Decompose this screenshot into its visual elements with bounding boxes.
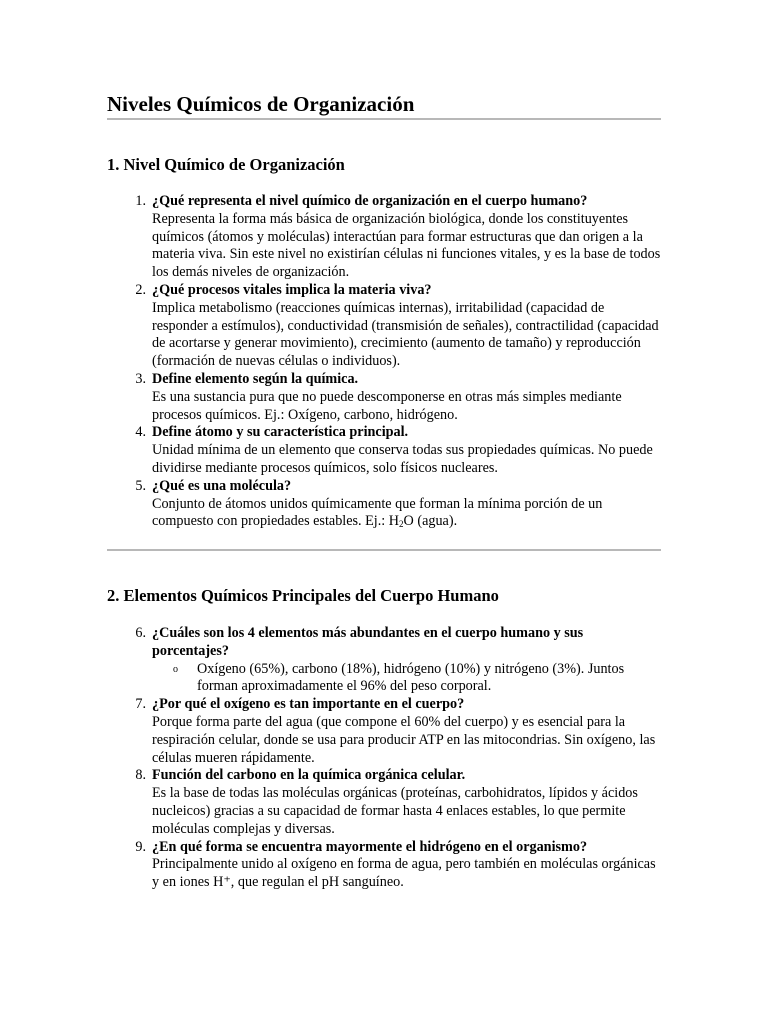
question-text: ¿Por qué el oxígeno es tan importante en el cuerpo? bbox=[152, 696, 465, 713]
answer-text: Representa la forma más básica de organización biológica, donde los constituyentes químicos (átomos y moléculas) interactúan para formar estructuras que dan origen a la materia viva. Sin este nivel no existirían células ni funciones vitales, y es la base de todos los demás niveles de organización. bbox=[152, 210, 661, 281]
answer-sublist bbox=[152, 661, 662, 697]
question-number: 4. bbox=[135, 424, 146, 441]
question-number: 7. bbox=[135, 696, 146, 713]
question-text: ¿Cuáles son los 4 elementos más abundantes en el cuerpo humano y sus porcentajes? bbox=[152, 625, 584, 659]
question-text: ¿Qué representa el nivel químico de organización en el cuerpo humano? bbox=[152, 193, 588, 209]
question-item bbox=[135, 424, 662, 477]
answer-text: Unidad mínima de un elemento que conserva todas sus propiedades químicas. No puede dividirse mediante procesos químicos, solo físicos nucleares. bbox=[152, 442, 653, 476]
question-number: 1. bbox=[135, 193, 146, 209]
title-divider bbox=[107, 118, 661, 120]
section-1-heading: 1. Nivel Químico de Organización bbox=[107, 155, 345, 174]
question-text: Función del carbono en la química orgánica celular. bbox=[152, 767, 466, 784]
question-item bbox=[135, 193, 662, 282]
document-title: Niveles Químicos de Organización bbox=[107, 92, 415, 116]
question-number: 8. bbox=[135, 767, 146, 784]
section-divider bbox=[107, 549, 661, 551]
question-item bbox=[135, 370, 662, 424]
question-number: 3. bbox=[135, 370, 146, 387]
section-2-heading: 2. Elementos Químicos Principales del Cuerpo Humano bbox=[107, 586, 499, 605]
answer-text: Porque forma parte del agua (que compone el 60% del cuerpo) y es esencial para la respiración celular, donde se usa para producir ATP en las mitocondrias. Sin oxígeno, las células mueren rápidamente. bbox=[152, 713, 656, 766]
answer-text-part: O (agua). bbox=[403, 513, 458, 530]
question-text: Define elemento según la química. bbox=[152, 370, 359, 387]
answer-text: Es una sustancia pura que no puede descomponerse en otras más simples mediante procesos químicos. Ej.: Oxígeno, carbono, hidrógeno. bbox=[152, 388, 622, 423]
section-2-question-list bbox=[135, 625, 662, 892]
answer-text: Es la base de todas las moléculas orgánicas (proteínas, carbohidratos, lípidos y ácidos nucleicos) gracias a su capacidad de formar hasta 4 enlaces estables, lo que permite moléculas complejas y diversas. bbox=[152, 785, 638, 837]
answer-text: Oxígeno (65%), carbono (18%), hidrógeno (10%) y nitrógeno (3%). Juntos forman aproximadamente el 96% del peso corporal. bbox=[197, 660, 625, 695]
subscript-number: 2 bbox=[399, 519, 404, 530]
question-item bbox=[135, 767, 662, 838]
answer-text: Implica metabolismo (reacciones químicas internas), irritabilidad (capacidad de responder a estímulos), conductividad (transmisión de señales), contractilidad (capacidad de acortarse y generar movimiento), crecimiento (aumento de tamaño) y reproducción (formación de nuevas células o individuos). bbox=[152, 299, 659, 370]
bullet-marker: o bbox=[173, 663, 178, 675]
answer-subitem bbox=[173, 660, 662, 697]
question-item bbox=[135, 477, 662, 531]
question-text: ¿En qué forma se encuentra mayormente el hidrógeno en el organismo? bbox=[152, 838, 588, 855]
question-text: ¿Qué procesos vitales implica la materia viva? bbox=[152, 281, 432, 298]
question-number: 9. bbox=[135, 838, 146, 855]
question-item bbox=[135, 625, 662, 696]
question-text: ¿Qué es una molécula? bbox=[152, 477, 292, 494]
question-number: 2. bbox=[135, 281, 146, 298]
question-text: Define átomo y su característica principal. bbox=[152, 424, 409, 441]
section-1-question-list bbox=[135, 193, 662, 531]
question-item bbox=[135, 281, 662, 371]
question-item bbox=[135, 838, 662, 892]
answer-text-part: Conjunto de átomos unidos químicamente que forman la mínima porción de un compuesto con propiedades estables. Ej.: H bbox=[152, 495, 603, 530]
answer-text bbox=[152, 496, 662, 532]
question-number: 6. bbox=[135, 625, 146, 641]
answer-text: Principalmente unido al oxígeno en forma de agua, pero también en moléculas orgánicas y en iones H⁺, que regulan el pH sanguíneo. bbox=[152, 856, 656, 891]
question-number: 5. bbox=[135, 477, 146, 494]
question-item bbox=[135, 696, 662, 767]
